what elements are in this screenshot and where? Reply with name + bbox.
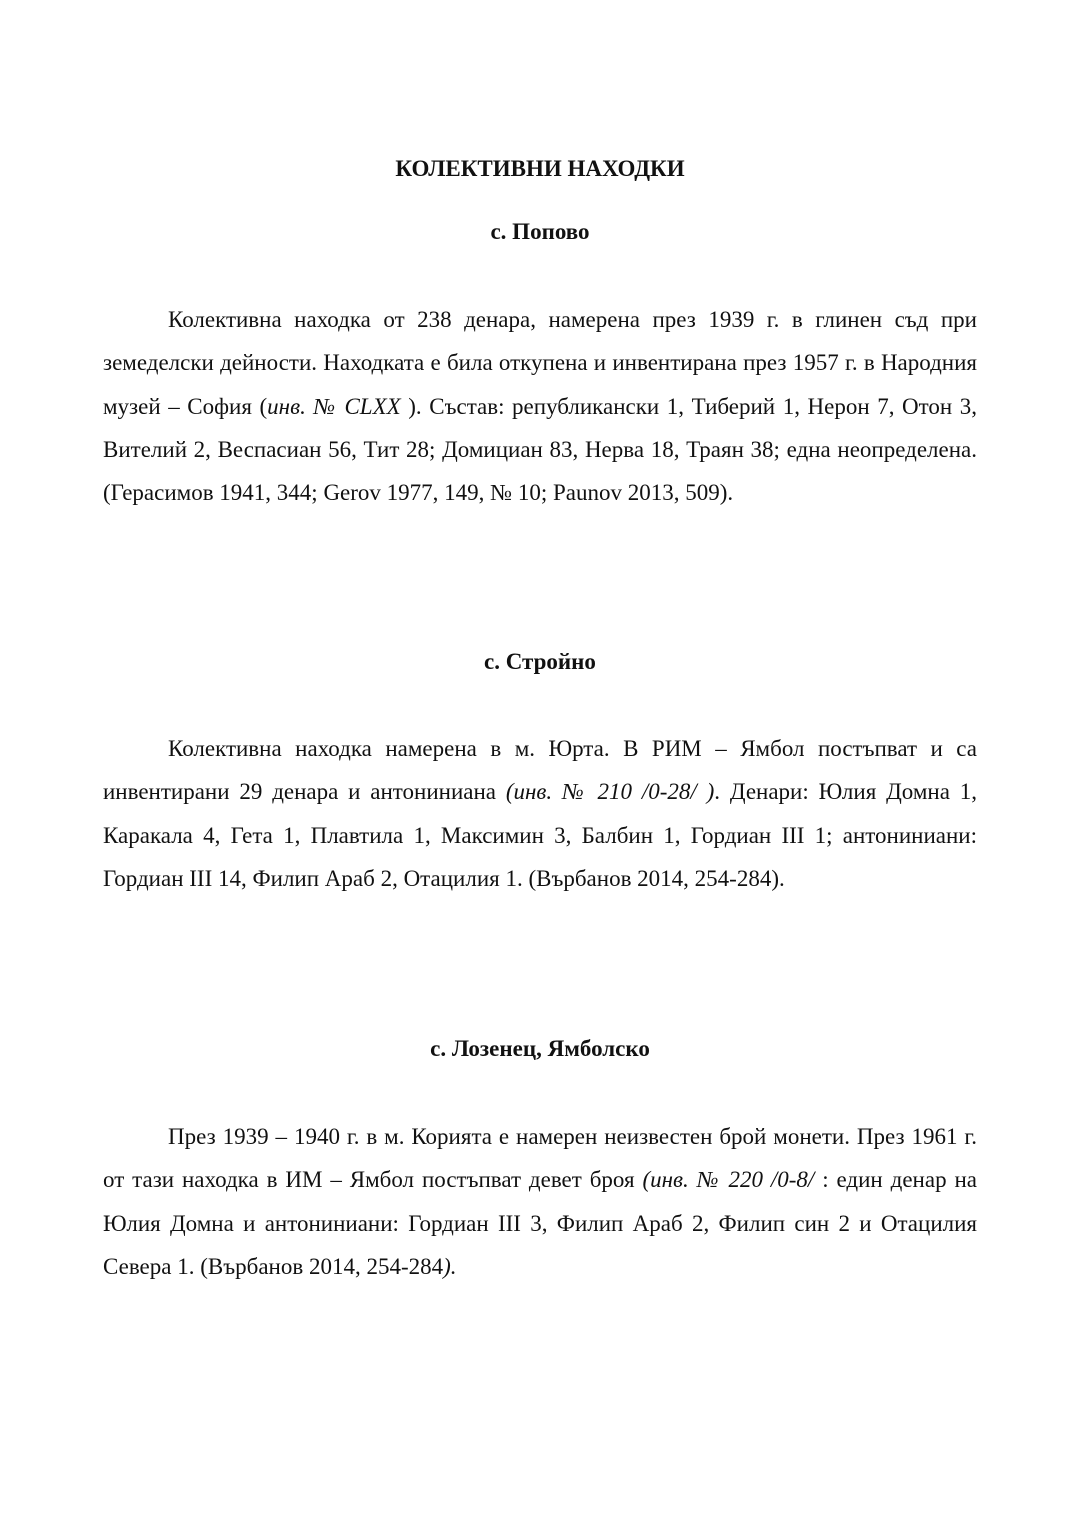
inventory-number: инв. № CLXX: [267, 393, 401, 419]
paragraph-text: През 1939 – 1940 г. в м. Корията е намерен неизвестен брой монети. През 1961 г. от тази находка в ИМ – Ямбол постъпват девет броя: [103, 1124, 977, 1193]
section-paragraph-popovo: [103, 298, 977, 514]
paragraph-text: Колективна находка намерена в м. Юрта. В РИМ – Ямбол постъпват и са инвентирани 29 денара и антониниана: [103, 736, 977, 805]
page-title: КОЛЕКТИВНИ НАХОДКИ: [395, 156, 685, 181]
section-heading-popovo: с. Попово: [490, 219, 590, 244]
inventory-number: (инв. № 220 /0-8/: [642, 1167, 815, 1193]
inventory-number: (инв. № 210 /0-28/ ): [505, 779, 715, 805]
paragraph-text: . Денари: Юлия Домна 1, Каракала 4, Гета 1, Плавтила 1, Максимин 3, Балбин 1, Гордиан III 1; антониниани: Гордиан III 14, Филип Араб 2, Отацилия 1. (Върбанов 2014, 254-284).: [103, 779, 977, 891]
section-paragraph-lozenets: [103, 1115, 977, 1288]
paragraph-text: Колективна находка от 238 денара, намерена през 1939 г. в глинен съд при земеделски дейности. Находката е била откупена и инвентирана през 1957 г. в Народния музей – София (: [103, 307, 977, 419]
paragraph-text: ). Състав: републикански 1, Тиберий 1, Нерон 7, Отон 3, Вителий 2, Веспасиан 56, Тит 28; Домициан 83, Нерва 18, Траян 38; една неопределена. (Герасимов 1941, 344; Gerov 1977, 149, № 10; Paunov 2013, 509).: [103, 393, 978, 506]
paragraph-text: : един денар на Юлия Домна и антониниани: Гордиан III 3, Филип Араб 2, Филип син 2 и Отацилия Севера 1. (Върбанов 2014, 254-284: [103, 1167, 977, 1279]
closing-parenthesis: ).: [443, 1253, 457, 1279]
section-heading-lozenets: с. Лозенец, Ямболско: [430, 1036, 650, 1061]
section-paragraph-stroyno: [103, 727, 977, 900]
section-heading-stroyno: с. Стройно: [484, 649, 596, 674]
